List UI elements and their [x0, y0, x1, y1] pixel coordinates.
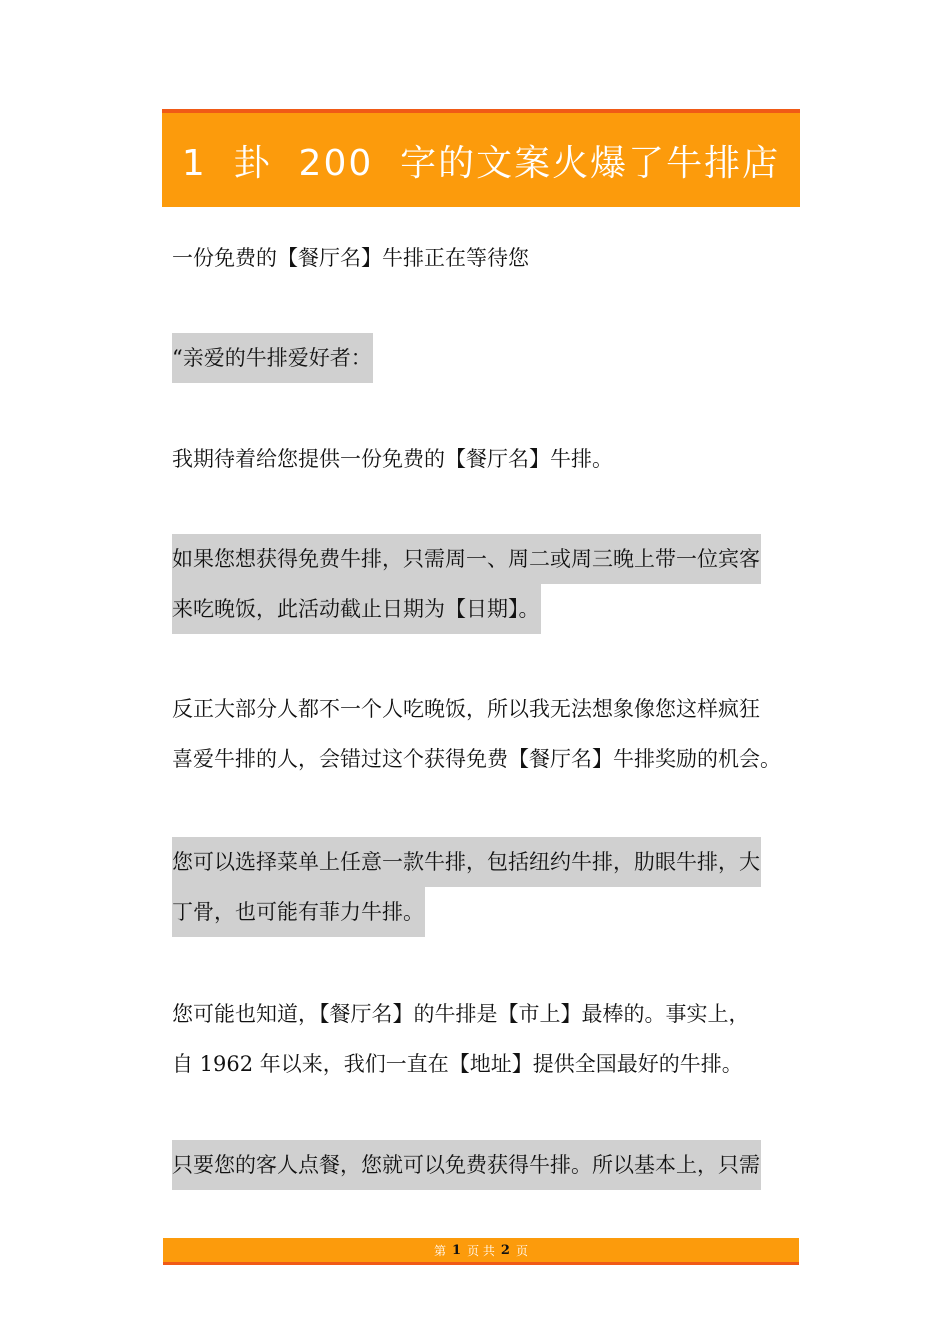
highlighted-paragraph: [172, 534, 761, 634]
paragraph-line: [172, 1140, 761, 1190]
document-title: 1 卦 200 字的文案火爆了牛排店: [181, 142, 781, 184]
title-band: [162, 109, 800, 207]
page-middle: 页 共: [467, 1243, 495, 1258]
paragraph-line: [172, 887, 425, 937]
highlighted-paragraph: [172, 837, 761, 937]
paragraph-line: [172, 684, 781, 734]
paragraph-line-text: 一份免费的【餐厅名】牛排正在等待您: [172, 246, 529, 270]
paragraph-line: [172, 534, 761, 584]
paragraph-line-text: “亲爱的牛排爱好者：: [172, 346, 372, 370]
total-pages-number: 2: [500, 1242, 510, 1258]
paragraph-line-text: 来吃晚饭，此活动截止日期为【日期】。: [172, 597, 540, 621]
paragraph-line-text: 丁骨，也可能有菲力牛排。: [172, 900, 424, 924]
paragraph-line-text: 反正大部分人都不一个人吃晚饭，所以我无法想象像您这样疯狂: [172, 697, 760, 721]
paragraph-line-text: 自 1962 年以来，我们一直在【地址】提供全国最好的牛排。: [172, 1052, 743, 1076]
paragraph-line: [172, 584, 541, 634]
paragraph: [172, 233, 529, 283]
current-page-number: 1: [452, 1242, 462, 1258]
highlighted-paragraph: [172, 1140, 761, 1190]
page-suffix: 页: [515, 1243, 528, 1258]
paragraph-line-text: 您可能也知道，【餐厅名】的牛排是【市上】最棒的。事实上，: [172, 1002, 750, 1026]
paragraph-line: [172, 734, 781, 784]
paragraph-line: [172, 333, 373, 383]
page-footer: [163, 1238, 799, 1265]
page-prefix: 第: [434, 1243, 447, 1258]
paragraph-line-text: 喜爱牛排的人，会错过这个获得免费【餐厅名】牛排奖励的机会。: [172, 747, 781, 771]
paragraph: [172, 434, 613, 484]
paragraph-line-text: 如果您想获得免费牛排，只需周一、周二或周三晚上带一位宾客: [172, 547, 760, 571]
paragraph-line-text: 您可以选择菜单上任意一款牛排，包括纽约牛排，肋眼牛排，大: [172, 850, 760, 874]
highlighted-paragraph: [172, 333, 373, 383]
paragraph: [172, 684, 781, 784]
paragraph-line: [172, 837, 761, 887]
paragraph: [172, 989, 750, 1089]
paragraph-line-text: 我期待着给您提供一份免费的【餐厅名】牛排。: [172, 447, 613, 471]
paragraph-line: [172, 989, 750, 1039]
paragraph-line: [172, 1039, 750, 1089]
paragraph-line: [172, 434, 613, 484]
paragraph-line: [172, 233, 529, 283]
paragraph-line-text: 只要您的客人点餐，您就可以免费获得牛排。所以基本上，只需: [172, 1153, 760, 1177]
